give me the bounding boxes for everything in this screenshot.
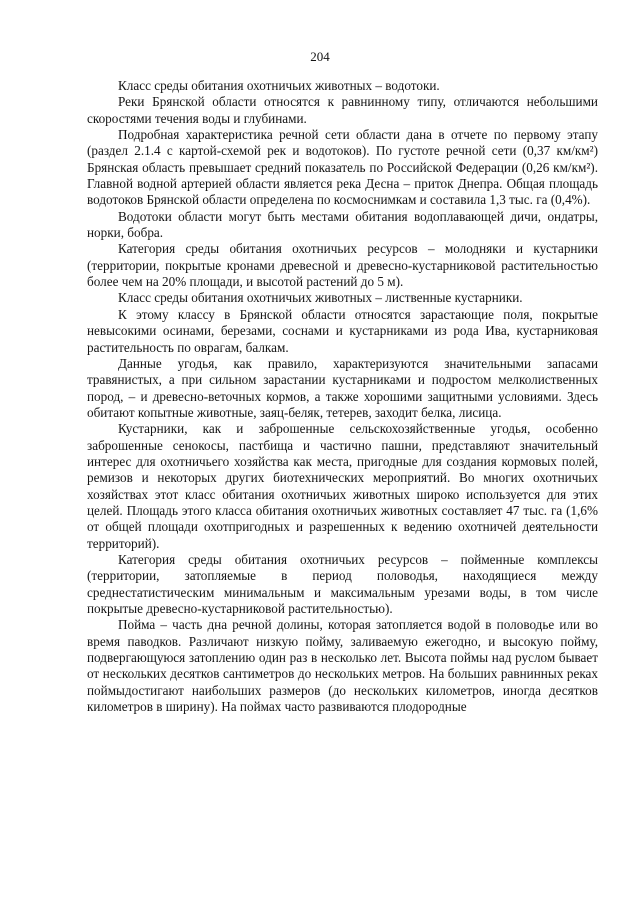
page-number: 204 (310, 49, 330, 64)
paragraph-deciduous-shrubs-class: Класс среды обитания охотничьих животных – лиственные кустарники. (118, 290, 523, 306)
paragraph-river-network: Подробная характеристика речной сети области дана в отчете по первому этапу (раздел 2.1.4 с картой-схемой рек и водотоков). По густоте речной сети (0,37 км/км²) Брянская область превышает средний показатель по Российской Федерации (0,26 км/км²). Главной водной артерией области является река Десна – приток Днепра. Общая площадь водотоков Брянской области определена по космоснимкам и составила 1,3 тыс. га (0,4%). (87, 127, 598, 208)
paragraph-floodplain-category: Категория среды обитания охотничьих ресурсов – пойменные комплексы (территории, затопляемые в период половодья, находящиеся между среднестатистическим минимальным и максимальным урезами воды, в том числе покрытые древесно-кустарниковой растительностью). (87, 551, 598, 616)
paragraph-rivers-type: Реки Брянской области относятся к равнинному типу, отличаются небольшими скоростями течения воды и глубинами. (87, 94, 598, 126)
body-text (87, 78, 598, 715)
paragraph-floodplain-definition: Пойма – часть дна речной долины, которая затопляется водой в половодье или во время паводков. Различают низкую пойму, заливаемую ежегодно, и высокую пойму, подвергающуюся затоплению один раз в несколько лет. Высота поймы над руслом бывает от нескольких десятков сантиметров до нескольких метров. На больших равнинных реках поймыдостигают наибольших размеров (до нескольких километров, иногда десятков километров в ширину). На поймах часто развиваются плодородные (87, 617, 598, 715)
paragraph-young-growth-category: Категория среды обитания охотничьих ресурсов – молодняки и кустарники (территории, покрытые кронами древесной и древесно-кустарниковой растительностью более чем на 20% площади, и высотой растений до 5 м). (87, 241, 598, 290)
paragraph-watercourses-class: Класс среды обитания охотничьих животных – водотоки. (118, 78, 440, 93)
paragraph-shrubs-interest: Кустарники, как и заброшенные сельскохозяйственные угодья, особенно заброшенные сенокосы, пастбища и частично пашни, представляют значительный интерес для охотничьего хозяйства как места, пригодные для создания кормовых полей, ремизов и некоторых других биотехнических мероприятий. Во многих охотничьих хозяйствах этот класс обитания охотничьих животных широко используется для этих целей. Площадь этого класса обитания охотничьих животных составляет 47 тыс. га (1,6% от общей площади охотпригодных и разрешенных к ведению охотничей деятельности территорий). (87, 421, 598, 551)
paragraph-shrubs-composition: К этому классу в Брянской области относятся зарастающие поля, покрытые невысокими осинами, березами, соснами и кустарниками из рода Ива, кустарниковая растительность по оврагам, балкам. (87, 306, 598, 355)
paragraph-watercourse-habitats: Водотоки области могут быть местами обитания водоплавающей дичи, ондатры, норки, бобра. (87, 208, 598, 241)
paragraph-lands-characteristics: Данные угодья, как правило, характеризуются значительными запасами травянистых, а при сильном зарастании кустарниками и подростом мелколиственных пород, – и древесно-веточных кормов, а также хорошими защитными условиями. Здесь обитают копытные животные, заяц-беляк, тетерев, заходит белка, лисица. (87, 355, 598, 420)
